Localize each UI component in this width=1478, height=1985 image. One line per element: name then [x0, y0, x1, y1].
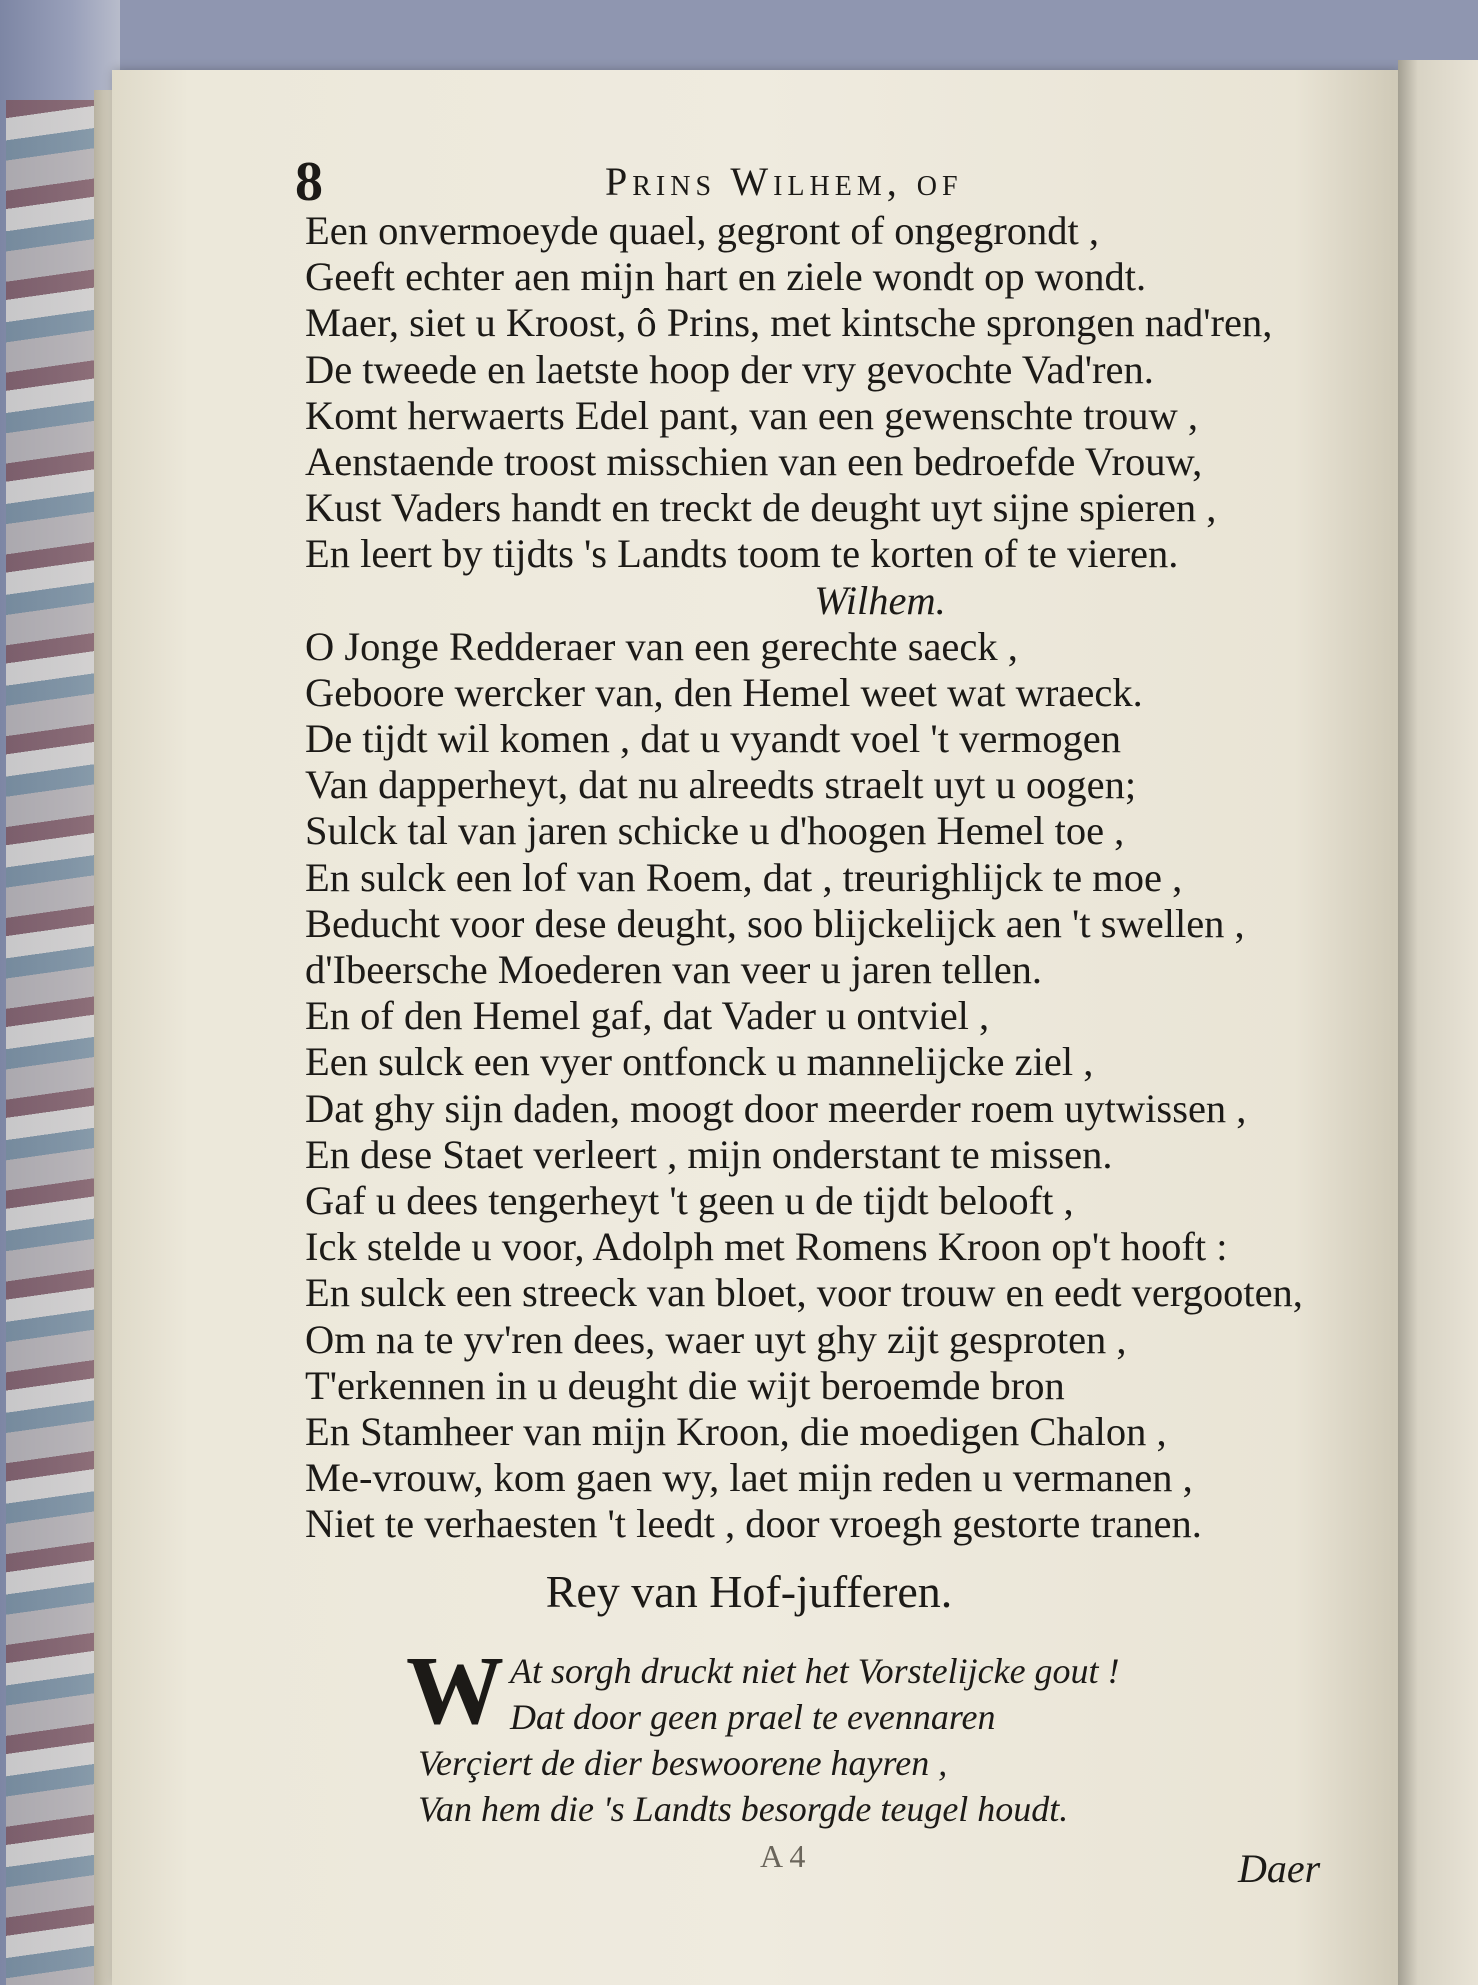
verse-line: De tijdt wil komen , dat u vyandt voel 't vermogen — [305, 716, 1122, 762]
verse-line: Ick stelde u voor, Adolph met Romens Kroon op't hooft : — [305, 1224, 1228, 1270]
running-head — [295, 150, 1295, 213]
verse-line: T'erkennen in u deught die wijt beroemde bron — [305, 1362, 1065, 1408]
page-number: 8 — [295, 151, 323, 213]
facing-page-edge — [1398, 60, 1478, 1985]
verse-line: Om na te yv'ren dees, waer uyt ghy zijt gesproten , — [305, 1316, 1127, 1362]
verse-line: Niet te verhaesten 't leedt , door vroegh gestorte tranen. — [305, 1501, 1202, 1547]
verse-line: En of den Hemel gaf, dat Vader u ontviel , — [305, 993, 990, 1039]
verse-line: Sulck tal van jaren schicke u d'hoogen Hemel toe , — [305, 808, 1125, 854]
chorus-line: Dat door geen prael te evennaren — [510, 1697, 996, 1737]
verse-line: Een onvermoeyde quael, gegront of ongegrondt , — [305, 208, 1100, 253]
marbled-book-edge — [6, 100, 97, 1985]
verse-line: O Jonge Redderaer van een gerechte saeck , — [305, 623, 1018, 669]
verse-line: Me-vrouw, kom gaen wy, laet mijn reden u vermanen , — [305, 1455, 1193, 1501]
verse-line: Aenstaende troost misschien van een bedroefde Vrouw, — [305, 438, 1203, 484]
chorus-line: Van hem die 's Landts besorgde teugel houdt. — [418, 1789, 1069, 1829]
catchword: Daer — [1238, 1846, 1321, 1891]
chorus-line: Verçiert de dier beswoorene hayren , — [418, 1743, 948, 1783]
chorus-heading: Rey van Hof-jufferen. — [545, 1566, 953, 1617]
speaker-name: Wilhem. — [814, 577, 946, 623]
verse-line: En dese Staet verleert , mijn onderstant te missen. — [305, 1131, 1113, 1177]
verse-line: Een sulck een vyer ontfonck u mannelijcke ziel , — [305, 1039, 1094, 1085]
verse-line: En leert by tijdts 's Landts toom te korten of te vieren. — [305, 531, 1179, 577]
verse-line: Maer, siet u Kroost, ô Prins, met kintsche sprongen nad'ren, — [305, 300, 1273, 346]
chorus-block — [406, 1637, 1378, 1832]
verse-line: d'Ibeersche Moederen van veer u jaren tellen. — [305, 947, 1043, 992]
verse-line: De tweede en laetste hoop der vry gevochte Vad'ren. — [305, 346, 1154, 392]
verse-line: Beducht voor dese deught, soo blijckelijck aen 't swellen , — [305, 900, 1245, 946]
chorus-line: At sorgh druckt niet het Vorstelijcke gout ! — [510, 1651, 1120, 1691]
drop-cap: W — [406, 1637, 504, 1745]
signature-mark: A 4 — [760, 1838, 806, 1874]
verse-line: Kust Vaders handt en treckt de deught uyt sijne spieren , — [305, 485, 1217, 531]
verse-line: Komt herwaerts Edel pant, van een gewenschte trouw , — [305, 392, 1198, 438]
verse-line: En sulck een streeck van bloet, voor trouw en eedt vergooten, — [305, 1270, 1303, 1316]
verse-line: Van dapperheyt, dat nu alreedts straelt uyt u oogen; — [305, 762, 1137, 808]
verse-block — [305, 208, 1365, 1547]
verse-line: Geeft echter aen mijn hart en ziele wondt op wondt. — [305, 254, 1147, 300]
verse-line: Dat ghy sijn daden, moogt door meerder roem uytwissen , — [305, 1085, 1247, 1131]
verse-line: En sulck een lof van Roem, dat , treurighlijck te moe , — [305, 854, 1183, 900]
verse-line: Gaf u dees tengerheyt 't geen u de tijdt belooft , — [305, 1177, 1074, 1223]
running-title: Prins Wilhem, of — [605, 159, 963, 204]
verse-line: Geboore wercker van, den Hemel weet wat wraeck. — [305, 669, 1143, 715]
verse-line: En Stamheer van mijn Kroon, die moedigen Chalon , — [305, 1408, 1167, 1454]
